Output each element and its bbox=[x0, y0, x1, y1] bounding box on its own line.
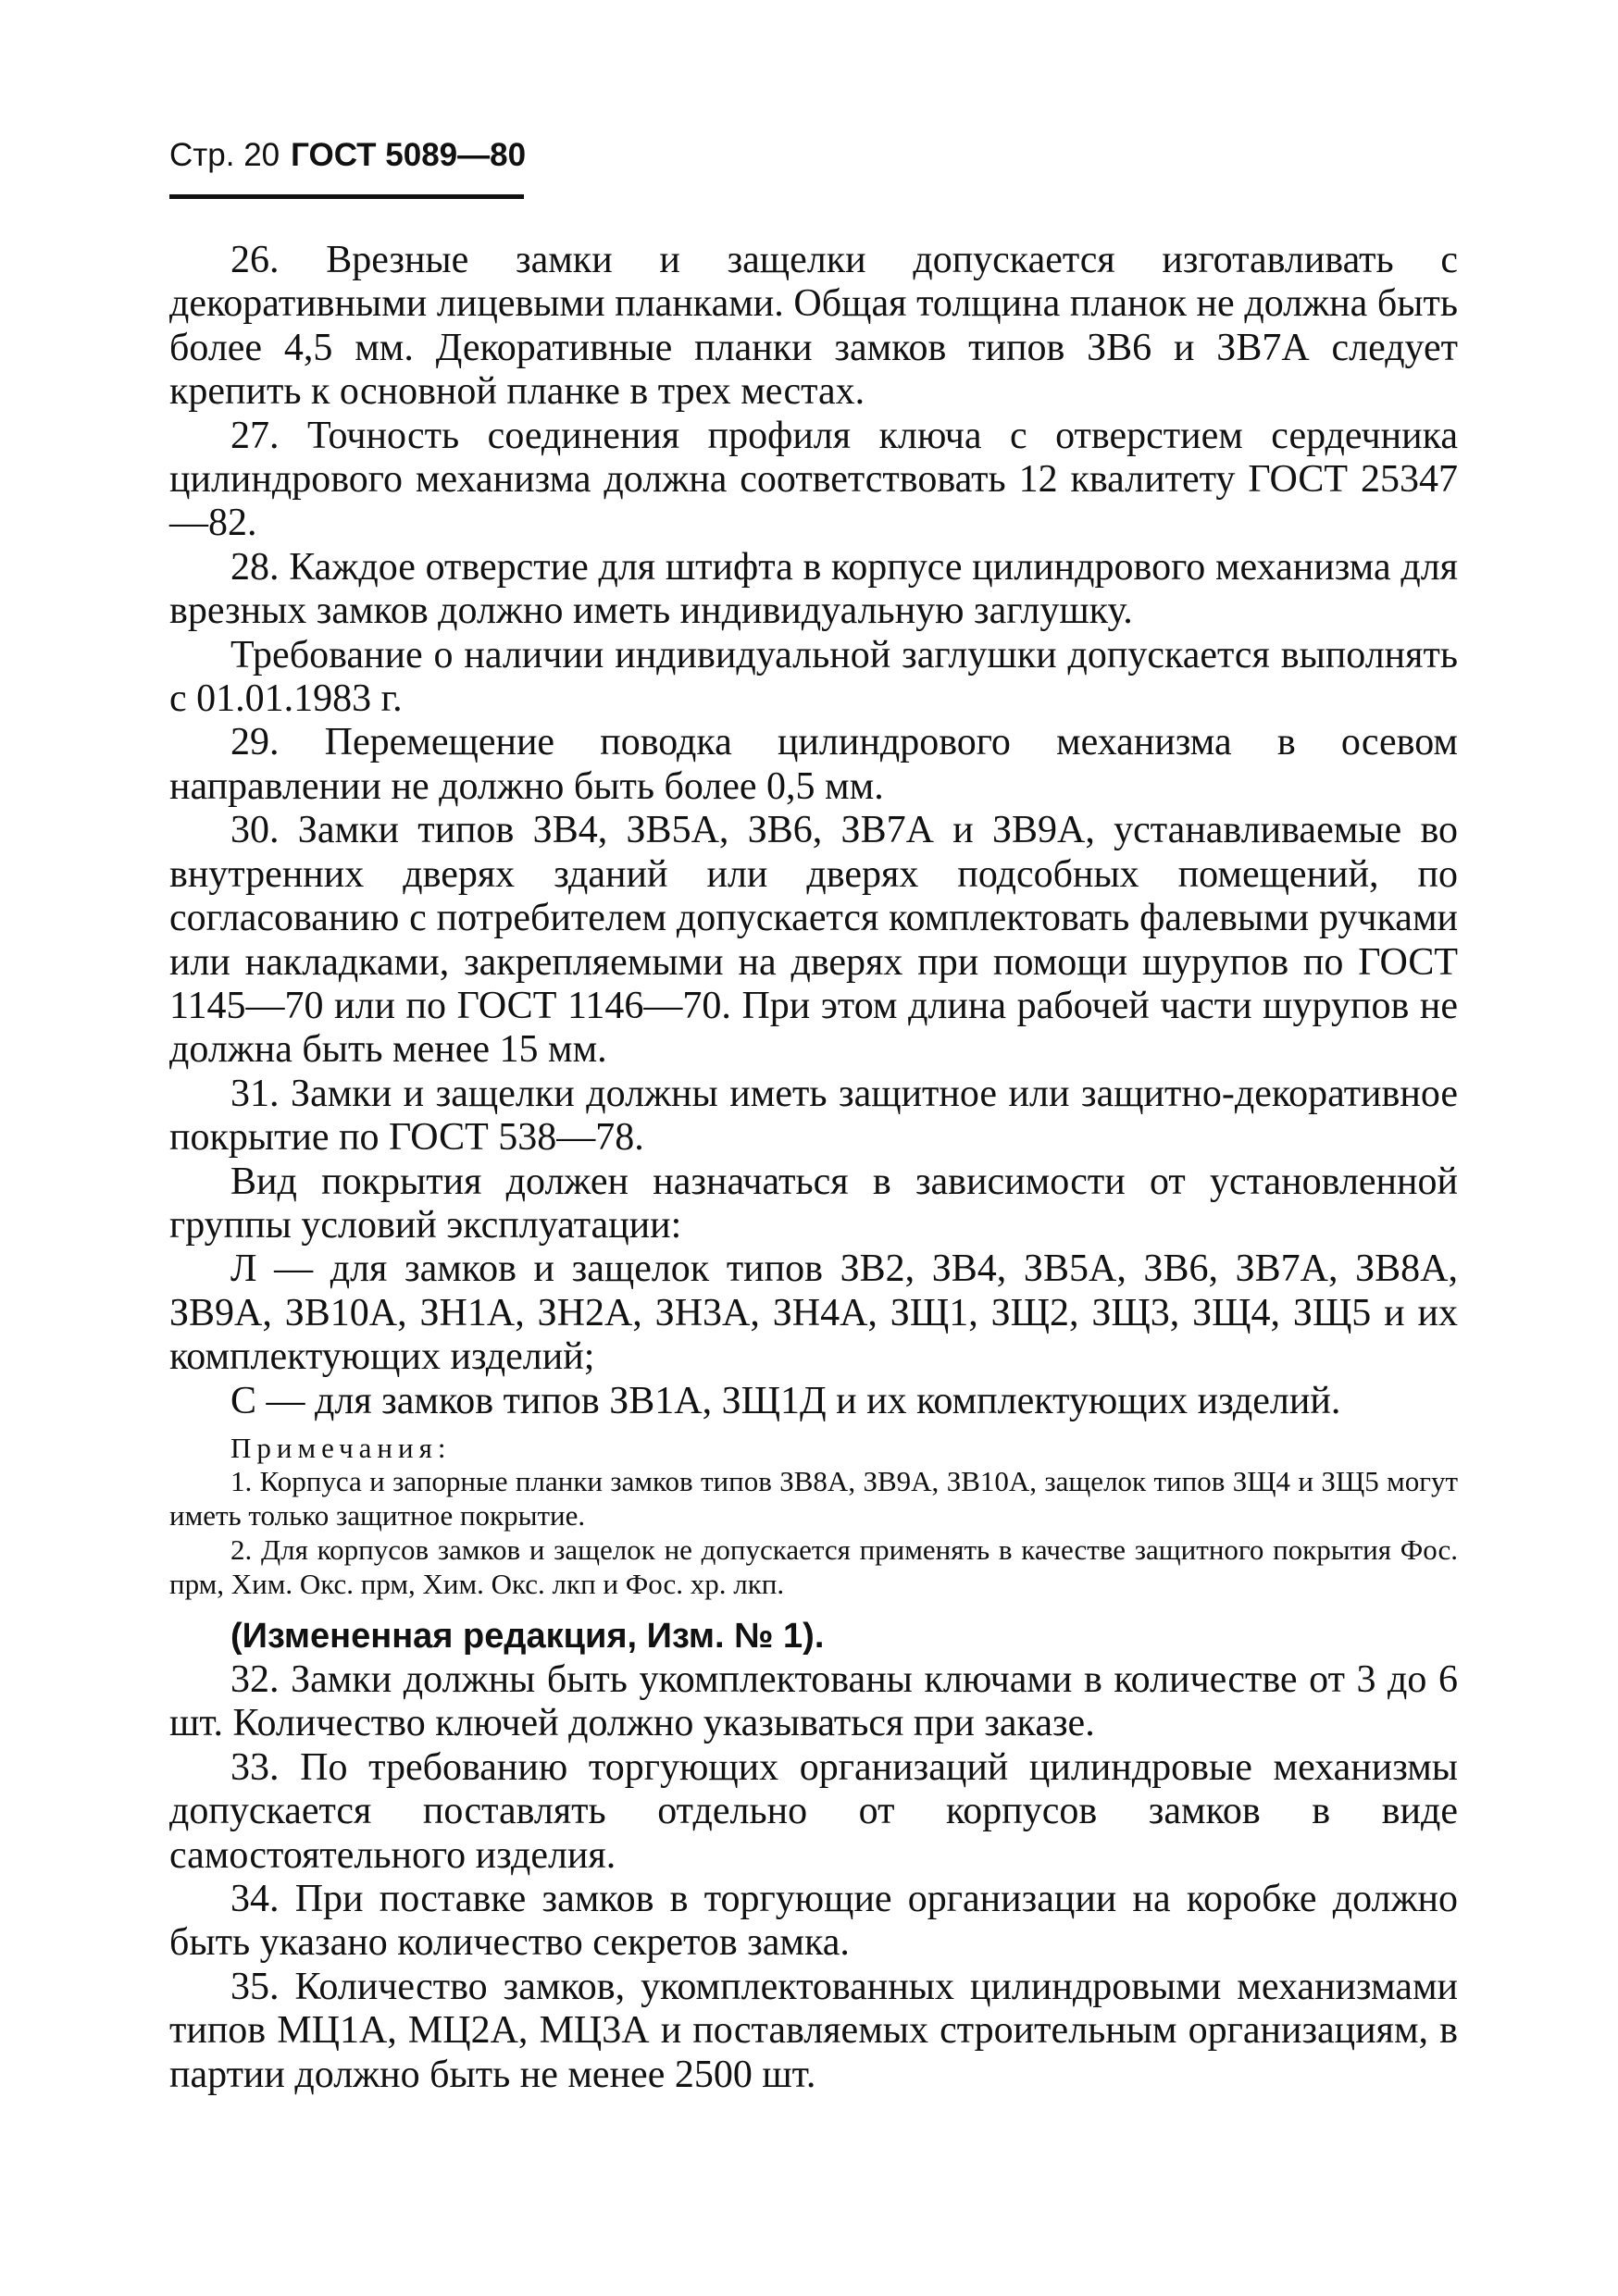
clause-29: 29. Перемещение поводка цилиндрового механизма в осевом направлении не должно быть более 0,5 мм. bbox=[169, 721, 1458, 808]
clause-34: 34. При поставке замков в торгующие организации на коробке должно быть указано количество секретов замка. bbox=[169, 1878, 1458, 1965]
clause-31-coating-type: Вид покрытия должен назначаться в зависимости от установленной группы условий эксплуатации: bbox=[169, 1160, 1458, 1247]
changed-edition-mark: (Измененная редакция, Изм. № 1). bbox=[230, 1616, 825, 1656]
page-number: Стр. 20 bbox=[169, 137, 280, 173]
clause-30: 30. Замки типов ЗВ4, ЗВ5А, ЗВ6, ЗВ7А и ЗВ9А, устанавливаемые во внутренних дверях зданий или дверях подсобных помещений, по согласованию с потребителем допускается комплектовать фалевыми ручками или накладками, закрепляемыми на дверях при помощи шурупов по ГОСТ 1145—70 или по ГОСТ 1146—70. При этом длина рабочей части шурупов не должна быть менее 15 мм. bbox=[169, 809, 1458, 1072]
clause-31-group-l: Л — для замков и защелок типов ЗВ2, ЗВ4, ЗВ5А, ЗВ6, ЗВ7А, ЗВ8А, ЗВ9А, ЗВ10А, ЗН1А, ЗН2А, ЗН3А, ЗН4А, ЗЩ1, ЗЩ2, ЗЩ3, ЗЩ4, ЗЩ5 и их комплектующих изделий; bbox=[169, 1247, 1458, 1379]
clause-31-group-s: С — для замков типов ЗВ1А, ЗЩ1Д и их комплектующих изделий. bbox=[230, 1379, 1341, 1422]
standard-number: ГОСТ 5089—80 bbox=[291, 137, 527, 173]
clause-27: 27. Точность соединения профиля ключа с отверстием сердечника цилиндрового механизма должна соответствовать 12 квалитету ГОСТ 25347—82. bbox=[169, 414, 1458, 545]
clause-28-requirement: Требование о наличии индивидуальной заглушки допускается выполнять с 01.01.1983 г. bbox=[169, 633, 1458, 721]
page-header bbox=[169, 137, 527, 173]
clause-31: 31. Замки и защелки должны иметь защитное или защитно-декоративное покрытие по ГОСТ 538—78. bbox=[169, 1072, 1458, 1160]
clause-33: 33. По требованию торгующих организаций цилиндровые механизмы допускается поставлять отдельно от корпусов замков в виде самостоятельного изделия. bbox=[169, 1745, 1458, 1877]
clause-26: 26. Врезные замки и защелки допускается изготавливать с декоративными лицевыми планками. Общая толщина планок не должна быть более 4,5 мм. Декоративные планки замков типов ЗВ6 и ЗВ7А следует крепить к основной планке в трех местах. bbox=[169, 239, 1458, 414]
header-line bbox=[169, 137, 527, 173]
clause-32: 32. Замки должны быть укомплектованы ключами в количестве от 3 до 6 шт. Количество ключей должно указываться при заказе. bbox=[169, 1657, 1458, 1745]
document-body bbox=[169, 239, 1458, 2097]
header-rule bbox=[169, 194, 524, 199]
clause-28: 28. Каждое отверстие для штифта в корпусе цилиндрового механизма для врезных замков должно иметь индивидуальную заглушку. bbox=[169, 545, 1458, 633]
clause-35: 35. Количество замков, укомплектованных цилиндровыми механизмами типов МЦ1А, МЦ2А, МЦ3А и поставляемых строительным организациям, в партии должно быть не менее 2500 шт. bbox=[169, 1965, 1458, 2096]
note-2: 2. Для корпусов замков и защелок не допускается применять в качестве защитного покрытия Фос. прм, Хим. Окс. прм, Хим. Окс. лкп и Фос. хр. лкп. bbox=[169, 1533, 1458, 1600]
note-1: 1. Корпуса и запорные планки замков типов ЗВ8А, ЗВ9А, ЗВ10А, защелок типов ЗЩ4 и ЗЩ5 могут иметь только защитное покрытие. bbox=[169, 1464, 1458, 1532]
notes-title: Примечания: bbox=[230, 1431, 452, 1464]
